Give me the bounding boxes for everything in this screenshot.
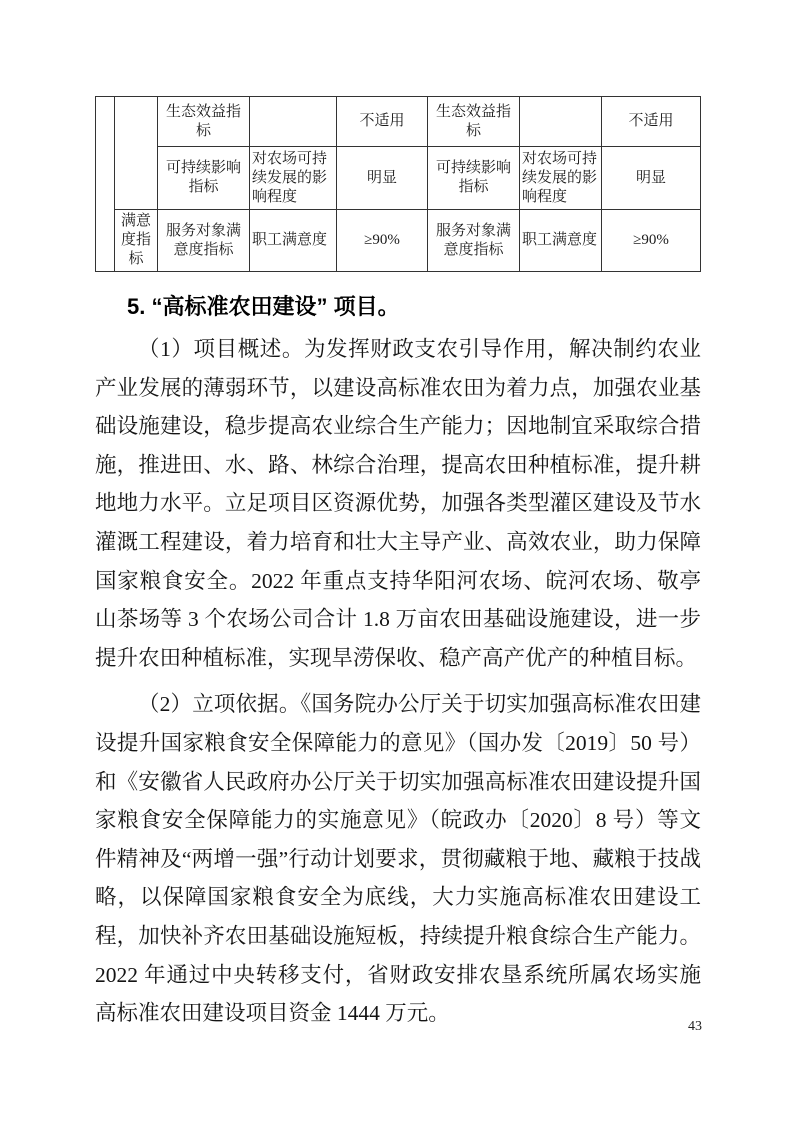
table-cell-eco-value-1: 不适用 <box>337 97 428 147</box>
table-cell-sustain-label-1: 可持续影响指标 <box>158 147 250 210</box>
paragraph-project-overview: （1）项目概述。为发挥财政支农引导作用，解决制约农业产业发展的薄弱环节，以建设高标准农田为着力点，加强农业基础设施建设，稳步提高农业综合生产能力；因地制宜采取综合措施，推进田、水、路、林综合治理，提高农田种植标准，提升耕地地力水平。立足项目区资源优势，加强各类型灌区建设及节水灌溉工程建设，着力培育和壮大主导产业、高效农业，助力保障国家粮食安全。2022 年重点支持华阳河农场、皖河农场、敬亭山茶场等 3 个农场公司合计 1.8 万亩农田基础设施建设，进一步提升农田种植标准，实现旱涝保收、稳产高产优产的种植目标。 <box>95 337 701 670</box>
section-heading: 5. “高标准农田建设” 项目。 <box>127 294 400 319</box>
table-cell-sustain-value-2: 明显 <box>602 147 701 210</box>
table-cell-eco-label-2: 生态效益指标 <box>428 97 520 147</box>
table-cell-service-value-1: ≥90% <box>337 210 428 272</box>
table-cell-spacer <box>96 97 115 272</box>
table-cell-service-value-2: ≥90% <box>602 210 701 272</box>
table-cell-eco-metric-1 <box>250 97 337 147</box>
table-cell-service-metric-1: 职工满意度 <box>250 210 337 272</box>
table-cell-service-label-1: 服务对象满意度指标 <box>158 210 250 272</box>
table-cell-satisfaction-group: 满意度指标 <box>115 210 158 272</box>
paragraph-project-basis: （2）立项依据。《国务院办公厅关于切实加强高标准农田建设提升国家粮食安全保障能力的意见》（国办发〔2019〕50 号）和《安徽省人民政府办公厅关于切实加强高标准农田建设提升国家粮食安全保障能力的实施意见》（皖政办〔2020〕8 号）等文件精神及“两增一强”行动计划要求，贯彻藏粮于地、藏粮于技战略，以保障国家粮食安全为底线，大力实施高标准农田建设工程，加快补齐农田基础设施短板，持续提升粮食综合生产能力。2022 年通过中央转移支付，省财政安排农垦系统所属农场实施高标准农田建设项目资金 1444 万元。 <box>95 692 701 1026</box>
table-cell-service-label-2: 服务对象满意度指标 <box>428 210 520 272</box>
table-cell-sustain-metric-2: 对农场可持续发展的影响程度 <box>520 147 602 210</box>
table-row <box>96 147 701 210</box>
table-cell-sustain-value-1: 明显 <box>337 147 428 210</box>
performance-indicator-table <box>95 96 701 272</box>
table-cell-eco-metric-2 <box>520 97 602 147</box>
table-cell-eco-label-1: 生态效益指标 <box>158 97 250 147</box>
table-cell-sustain-metric-1: 对农场可持续发展的影响程度 <box>250 147 337 210</box>
table-cell-category-empty <box>115 97 158 210</box>
page-content <box>95 96 701 1033</box>
table-row <box>96 210 701 272</box>
table-row <box>96 97 701 147</box>
page-number: 43 <box>688 1019 702 1034</box>
table-cell-sustain-label-2: 可持续影响指标 <box>428 147 520 210</box>
table-cell-service-metric-2: 职工满意度 <box>520 210 602 272</box>
table-cell-eco-value-2: 不适用 <box>602 97 701 147</box>
